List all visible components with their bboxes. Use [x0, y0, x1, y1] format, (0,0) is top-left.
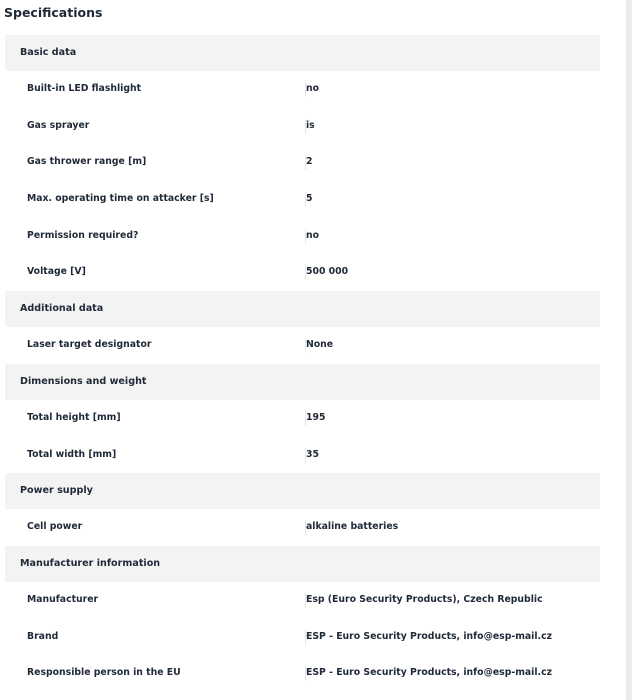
spec-value: 35 [306, 448, 319, 460]
spec-label: Gas sprayer [27, 119, 90, 131]
spec-label: Manufacturer [27, 593, 99, 605]
spec-label: Brand [27, 630, 59, 642]
spec-value: 500 000 [306, 266, 349, 278]
section-header-dimensions-and-weight: Dimensions and weight [5, 364, 600, 400]
page-title: Specifications [4, 5, 103, 20]
spec-value: 195 [306, 411, 326, 423]
spec-label: Max. operating time on attacker [s] [27, 193, 214, 205]
spec-row-total-height [5, 400, 600, 437]
spec-row-responsible-person-eu [5, 655, 600, 692]
spec-value: alkaline batteries [306, 521, 399, 533]
spec-row-gas-thrower-range [5, 144, 600, 181]
spec-value: no [306, 83, 320, 94]
vertical-scrollbar[interactable] [626, 0, 632, 700]
spec-value: None [306, 339, 334, 351]
spec-row-brand [5, 619, 600, 656]
spec-row-manufacturer [5, 582, 600, 619]
spec-value: ESP - Euro Security Products, info@esp-mail.cz [306, 667, 553, 679]
specifications-table [5, 35, 600, 692]
scrollbar-thumb[interactable] [626, 0, 632, 700]
section-header-manufacturer-information: Manufacturer information [5, 546, 600, 582]
spec-row-gas-sprayer [5, 108, 600, 145]
spec-value: 2 [306, 156, 313, 168]
spec-row-built-in-led-flashlight [5, 71, 600, 108]
spec-value: Esp (Euro Security Products), Czech Republic [306, 593, 543, 605]
spec-value: ESP - Euro Security Products, info@esp-mail.cz [306, 630, 553, 642]
section-header-power-supply: Power supply [5, 473, 600, 509]
spec-row-total-width [5, 437, 600, 474]
section-header-basic-data: Basic data [5, 35, 600, 71]
spec-label: Voltage [V] [27, 266, 86, 278]
spec-label: Laser target designator [27, 339, 152, 351]
spec-row-max-operating-time [5, 181, 600, 218]
section-header-additional-data: Additional data [5, 291, 600, 327]
spec-value: no [306, 229, 320, 241]
spec-row-permission-required [5, 218, 600, 255]
spec-value: 5 [306, 193, 313, 205]
spec-label: Total width [mm] [27, 448, 117, 460]
spec-label: Permission required? [27, 229, 139, 241]
spec-label: Gas thrower range [m] [27, 156, 147, 168]
spec-value: is [306, 119, 315, 131]
spec-label: Built-in LED flashlight [27, 83, 142, 94]
spec-label: Responsible person in the EU [27, 667, 181, 679]
spec-label: Cell power [27, 521, 83, 533]
spec-row-laser-target-designator [5, 327, 600, 364]
spec-row-voltage [5, 254, 600, 291]
spec-label: Total height [mm] [27, 411, 121, 423]
spec-row-cell-power [5, 509, 600, 546]
